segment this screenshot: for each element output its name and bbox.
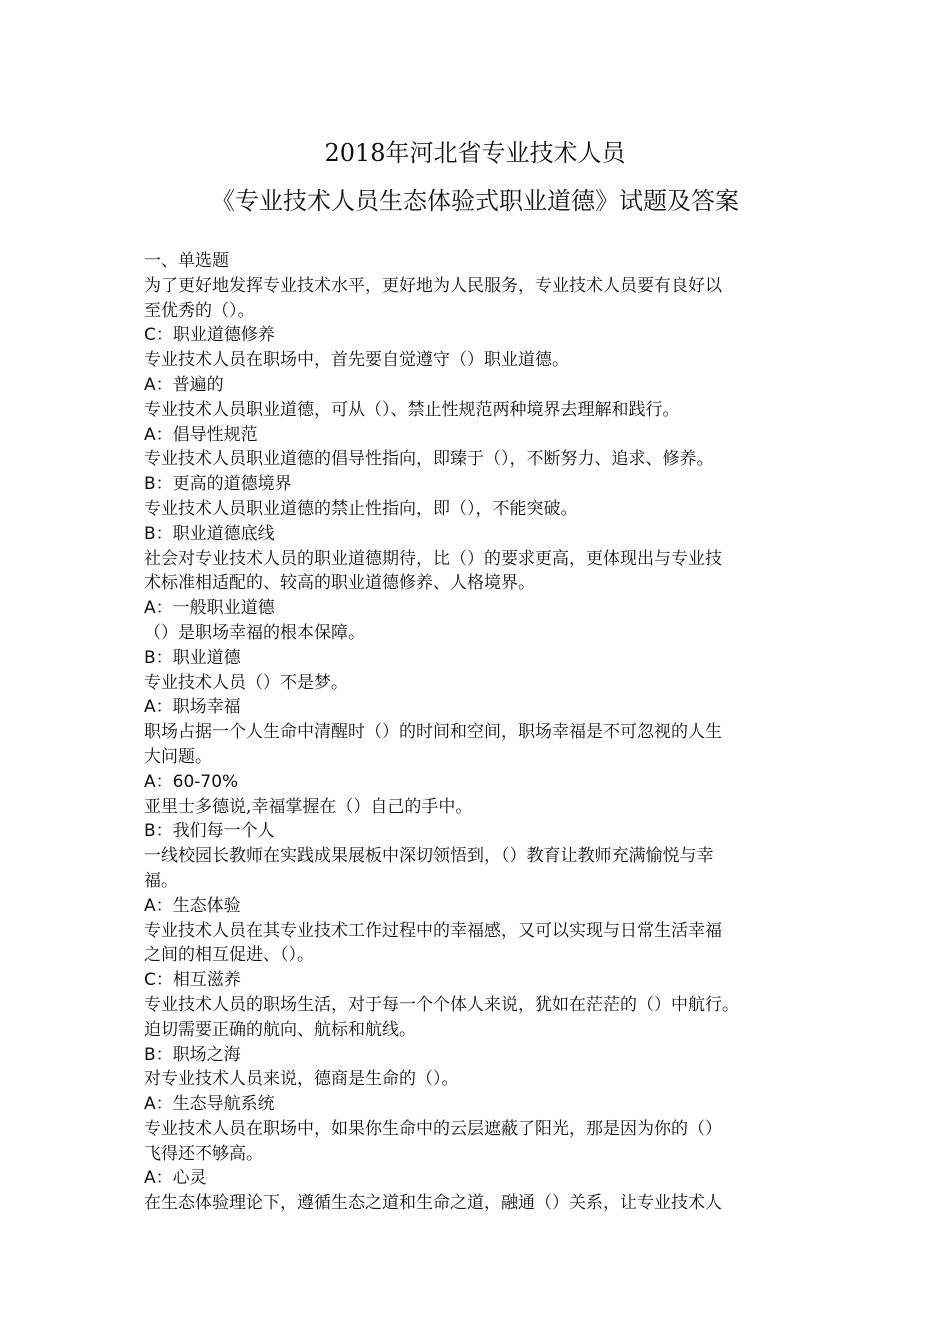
answer-text: A：普遍的 xyxy=(144,374,224,395)
question-text: 迫切需要正确的航向、航标和航线。 xyxy=(144,1019,416,1040)
question-list xyxy=(144,249,814,1216)
question-text: 亚里士多德说,幸福掌握在（）自己的手中。 xyxy=(144,796,473,817)
question-text: （）是职场幸福的根本保障。 xyxy=(144,622,365,643)
question-text: 为了更好地发挥专业技术水平，更好地为人民服务，专业技术人员要有良好以 xyxy=(144,275,722,296)
answer-text: B：更高的道德境界 xyxy=(144,474,292,495)
question-text: 专业技术人员职业道德的倡导性指向，即臻于（），不断努力、追求、修养。 xyxy=(144,449,714,470)
question-text: 之间的相互促进、（）。 xyxy=(144,945,314,966)
question-text: 一线校园长教师在实践成果展板中深切领悟到，（）教育让教师充满愉悦与幸 xyxy=(144,846,714,867)
question-items xyxy=(144,274,814,1216)
answer-text: B：我们每一个人 xyxy=(144,821,275,842)
question-text: 职场占据一个人生命中清醒时（）的时间和空间，职场幸福是不可忽视的人生 xyxy=(144,722,722,743)
answer-text: C：职业道德修养 xyxy=(144,325,275,346)
answer-text: A：职场幸福 xyxy=(144,697,241,718)
question-text: 福。 xyxy=(144,870,178,891)
answer-text: C：相互滋养 xyxy=(144,970,241,991)
doc-title-line2: 《专业技术人员生态体验式职业道德》试题及答案 xyxy=(211,187,739,215)
answer-text: A：生态体验 xyxy=(144,895,241,916)
answer-text: B：职场之海 xyxy=(144,1044,241,1065)
question-text: 术标准相适配的、较高的职业道德修养、人格境界。 xyxy=(144,573,535,594)
question-text: 专业技术人员在其专业技术工作过程中的幸福感，又可以实现与日常生活幸福 xyxy=(144,920,722,941)
question-text: 社会对专业技术人员的职业道德期待，比（）的要求更高，更体现出与专业技 xyxy=(144,548,722,569)
doc-title-line1: 2018年河北省专业技术人员 xyxy=(324,139,626,167)
question-text: 飞得还不够高。 xyxy=(144,1143,263,1164)
question-text: 专业技术人员职业道德，可从（）、禁止性规范两种境界去理解和践行。 xyxy=(144,399,680,420)
question-text: 至优秀的（）。 xyxy=(144,300,255,321)
answer-text: A：一般职业道德 xyxy=(144,598,275,619)
question-text: 专业技术人员（）不是梦。 xyxy=(144,672,348,693)
answer-text: A：生态导航系统 xyxy=(144,1094,275,1115)
question-text: 专业技术人员的职场生活，对于每一个个体人来说，犹如在茫茫的（）中航行。 xyxy=(144,994,739,1015)
question-text: 专业技术人员职业道德的禁止性指向，即（），不能突破。 xyxy=(144,498,578,519)
question-text: 对专业技术人员来说，德商是生命的（）。 xyxy=(144,1069,459,1090)
question-text: 在生态体验理论下，遵循生态之道和生命之道，融通（）关系，让专业技术人 xyxy=(144,1193,722,1214)
question-text: 专业技术人员在职场中，首先要自觉遵守（）职业道德。 xyxy=(144,350,569,371)
answer-text: B：职业道德底线 xyxy=(144,523,275,544)
question-text: 专业技术人员在职场中，如果你生命中的云层遮蔽了阳光，那是因为你的（） xyxy=(144,1118,722,1139)
answer-text: A：心灵 xyxy=(144,1168,207,1189)
answer-text: A：倡导性规范 xyxy=(144,424,258,445)
question-text: 大问题。 xyxy=(144,746,212,767)
answer-text: A：60-70% xyxy=(144,771,239,792)
section-heading: 一、单选题 xyxy=(144,251,229,271)
answer-text: B：职业道德 xyxy=(144,647,241,668)
